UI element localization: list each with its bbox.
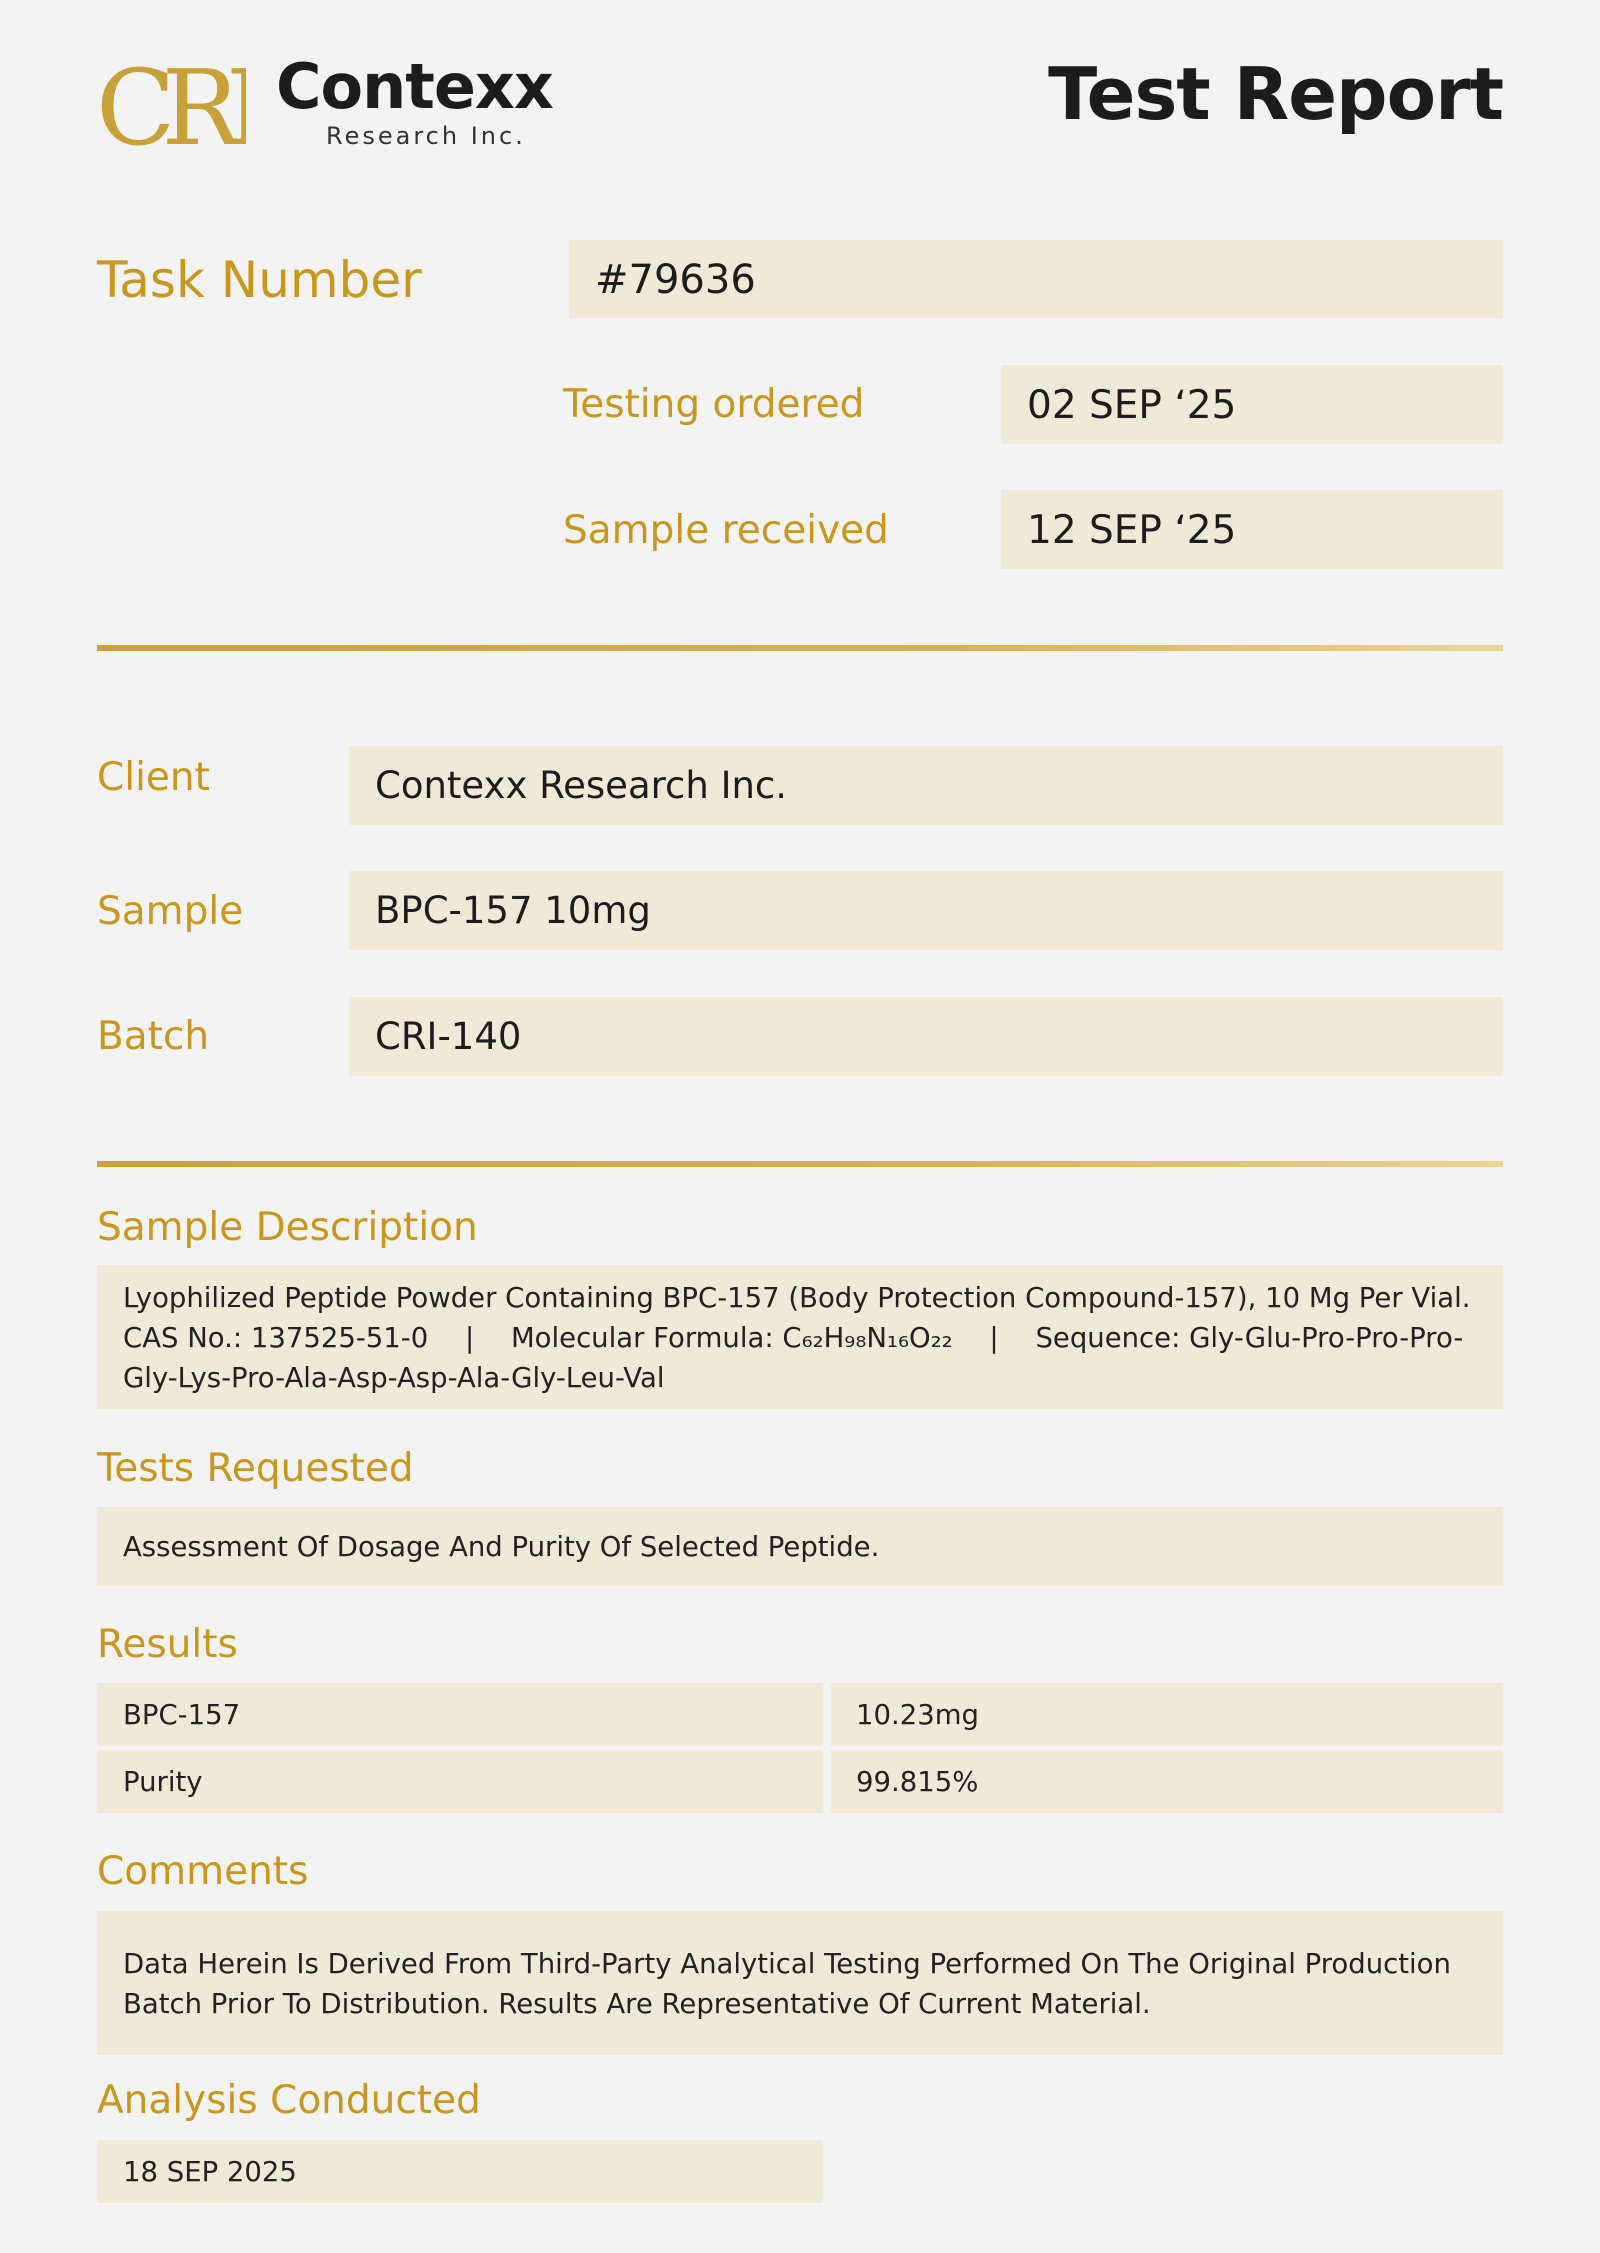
tests-requested-text: Assessment Of Dosage And Purity Of Selected Peptide. bbox=[123, 1531, 880, 1563]
sample-received-field bbox=[1001, 490, 1503, 569]
client-field bbox=[349, 746, 1503, 825]
logo bbox=[96, 58, 256, 150]
comments-heading: Comments bbox=[97, 1849, 309, 1894]
description-line-1: Lyophilized Peptide Powder Containing BPC-157 (Body Protection Compound-157), 10 Mg Per Vial. bbox=[123, 1282, 1471, 1314]
sequence-start: Sequence: Gly-Glu-Pro-Pro-Pro- bbox=[1035, 1322, 1464, 1354]
analysis-conducted-heading: Analysis Conducted bbox=[97, 2078, 481, 2123]
formula-label: Molecular Formula: bbox=[510, 1322, 774, 1354]
comments-line-1: Data Herein Is Derived From Third-Party Analytical Testing Performed On The Original Production bbox=[123, 1948, 1451, 1980]
analysis-conducted-value: 18 SEP 2025 bbox=[123, 2156, 297, 2188]
comments-box bbox=[97, 1911, 1503, 2055]
sample-description-box bbox=[97, 1265, 1503, 1409]
tests-requested-heading: Tests Requested bbox=[97, 1446, 414, 1491]
brand-name: Contexx bbox=[276, 50, 553, 123]
result-name: Purity bbox=[123, 1766, 203, 1798]
task-number-label: Task Number bbox=[97, 251, 422, 309]
page-title: Test Report bbox=[1048, 52, 1503, 136]
comments-text bbox=[123, 1944, 1451, 2024]
batch-field bbox=[349, 997, 1503, 1076]
brand-subtitle: Research Inc. bbox=[326, 122, 526, 150]
result-row-1-name-cell bbox=[97, 1683, 823, 1746]
analysis-conducted-field bbox=[97, 2140, 823, 2203]
task-number-field bbox=[569, 240, 1503, 318]
result-name: BPC-157 bbox=[123, 1699, 241, 1731]
cas-number: CAS No.: 137525-51-0 bbox=[123, 1322, 429, 1354]
sample-description-heading: Sample Description bbox=[97, 1205, 478, 1250]
description-line-3: Gly-Lys-Pro-Ala-Asp-Asp-Ala-Gly-Leu-Val bbox=[123, 1362, 665, 1394]
result-row-1-value-cell bbox=[831, 1683, 1503, 1746]
tests-requested-box bbox=[97, 1507, 1503, 1586]
description-line-2 bbox=[123, 1318, 1470, 1358]
result-row-2-value-cell bbox=[831, 1750, 1503, 1813]
separator: | bbox=[989, 1322, 999, 1354]
result-value: 10.23mg bbox=[856, 1699, 979, 1731]
sample-received-value: 12 SEP ‘25 bbox=[1027, 508, 1237, 553]
result-value: 99.815% bbox=[856, 1766, 979, 1798]
separator: | bbox=[464, 1322, 475, 1354]
result-row-2-name-cell bbox=[97, 1750, 823, 1813]
sample-description-text bbox=[123, 1278, 1470, 1398]
batch-value: CRI-140 bbox=[375, 1015, 522, 1058]
client-value: Contexx Research Inc. bbox=[375, 764, 788, 807]
sample-value: BPC-157 10mg bbox=[375, 889, 651, 932]
results-heading: Results bbox=[97, 1622, 238, 1667]
divider-top bbox=[97, 645, 1503, 651]
testing-ordered-value: 02 SEP ‘25 bbox=[1027, 383, 1237, 428]
client-label: Client bbox=[97, 755, 210, 800]
batch-label: Batch bbox=[97, 1014, 210, 1059]
svg-text:CRI: CRI bbox=[96, 58, 246, 150]
divider-middle bbox=[97, 1161, 1503, 1167]
molecular-formula: C₆₂H₉₈N₁₆O₂₂ bbox=[782, 1322, 953, 1354]
sample-label: Sample bbox=[97, 889, 244, 934]
testing-ordered-field bbox=[1001, 365, 1503, 444]
comments-line-2: Batch Prior To Distribution. Results Are Representative Of Current Material. bbox=[123, 1988, 1151, 2020]
sample-received-label: Sample received bbox=[563, 508, 889, 553]
task-number-value: #79636 bbox=[595, 257, 756, 303]
testing-ordered-label: Testing ordered bbox=[563, 382, 865, 427]
cri-logo-mark bbox=[96, 58, 246, 150]
sample-field bbox=[349, 871, 1503, 950]
